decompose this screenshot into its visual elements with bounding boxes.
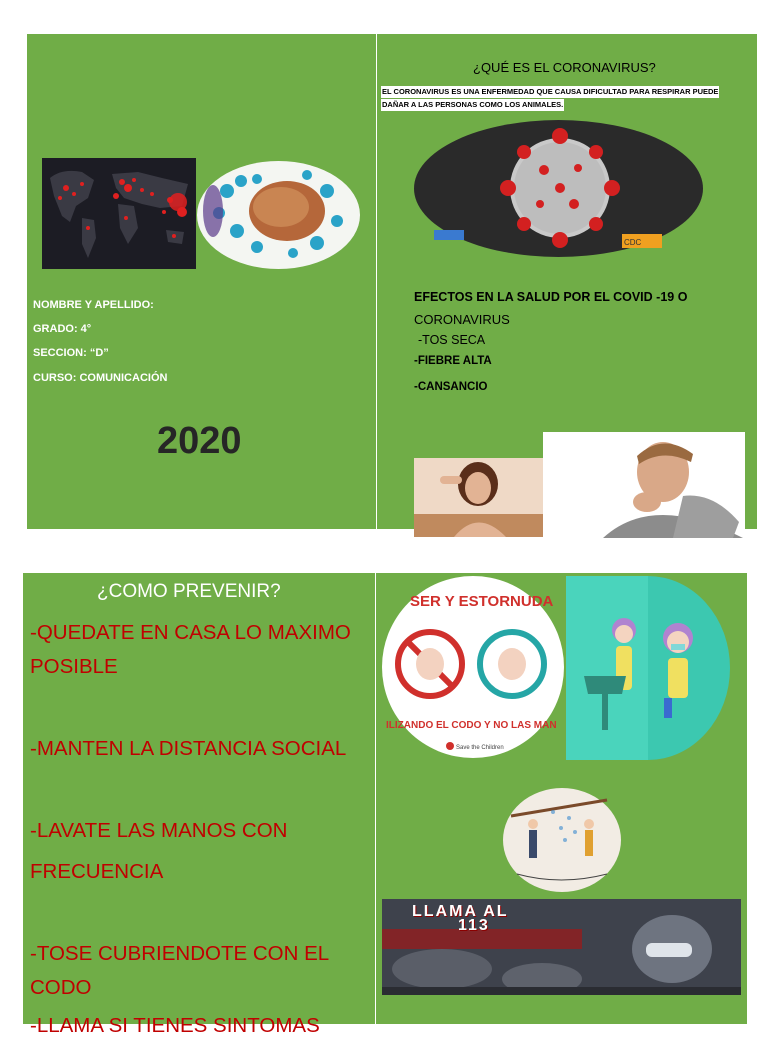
prevention-item-3a: -LAVATE LAS MANOS CON — [30, 819, 288, 842]
effects-title: EFECTOS EN LA SALUD POR EL COVID -19 O — [414, 290, 688, 304]
prevention-title: ¿COMO PREVENIR? — [97, 581, 281, 602]
prevention-item-5: -LLAMA SI TIENES SINTOMAS — [30, 1014, 320, 1037]
course-label: CURSO: COMUNICACIÓN — [33, 372, 168, 384]
images-panel — [376, 573, 747, 1024]
effect-item-cough: -TOS SECA — [418, 333, 486, 347]
coronavirus-image — [414, 120, 703, 257]
intro-line-2: DAÑAR A LAS PERSONAS COMO LOS ANIMALES. — [382, 100, 564, 109]
coughing-man-image — [543, 432, 745, 538]
cover-panel — [27, 34, 376, 529]
what-is-panel — [377, 34, 757, 529]
call-line-2: 113 — [458, 917, 490, 934]
section-label: SECCION: “D” — [33, 347, 109, 359]
effects-subtitle: CORONAVIRUS — [414, 312, 510, 327]
intro-line-1: EL CORONAVIRUS ES UNA ENFERMEDAD QUE CAUSA DIFICULTAD PARA RESPIRAR PUEDE — [382, 87, 719, 96]
call-113-banner — [382, 899, 741, 995]
effect-item-fever: -FIEBRE ALTA — [414, 355, 492, 367]
year: 2020 — [157, 420, 242, 462]
social-distance-image — [503, 788, 621, 892]
prevention-item-4b: CODO — [30, 976, 92, 999]
prevention-item-2: -MANTEN LA DISTANCIA SOCIAL — [30, 737, 347, 760]
virus-cells-image — [197, 161, 360, 269]
name-label: NOMBRE Y APELLIDO: — [33, 299, 154, 311]
handwashing-image — [566, 576, 730, 760]
prevention-item-1a: -QUEDATE EN CASA LO MAXIMO — [30, 621, 351, 644]
prevention-item-3b: FRECUENCIA — [30, 860, 164, 883]
world-map-image — [42, 158, 196, 269]
what-is-title: ¿QUÉ ES EL CORONAVIRUS? — [473, 60, 656, 75]
grade-label: GRADO: 4° — [33, 323, 92, 335]
prevention-panel — [23, 573, 375, 1037]
sneeze-elbow-image — [382, 576, 564, 758]
sneeze-logo-text: Save the Children — [456, 745, 504, 751]
effect-item-tiredness: -CANSANCIO — [414, 381, 488, 393]
sneeze-bottom-text: ILIZANDO EL CODO Y NO LAS MAN — [386, 720, 557, 731]
fever-woman-image — [414, 458, 543, 537]
prevention-item-1b: POSIBLE — [30, 655, 118, 678]
cdc-caption: CDC — [624, 238, 642, 247]
call-line-1: LLAMA AL — [412, 903, 509, 920]
prevention-item-4a: -TOSE CUBRIENDOTE CON EL — [30, 942, 330, 965]
sneeze-top-text: SER Y ESTORNUDA — [410, 593, 554, 610]
